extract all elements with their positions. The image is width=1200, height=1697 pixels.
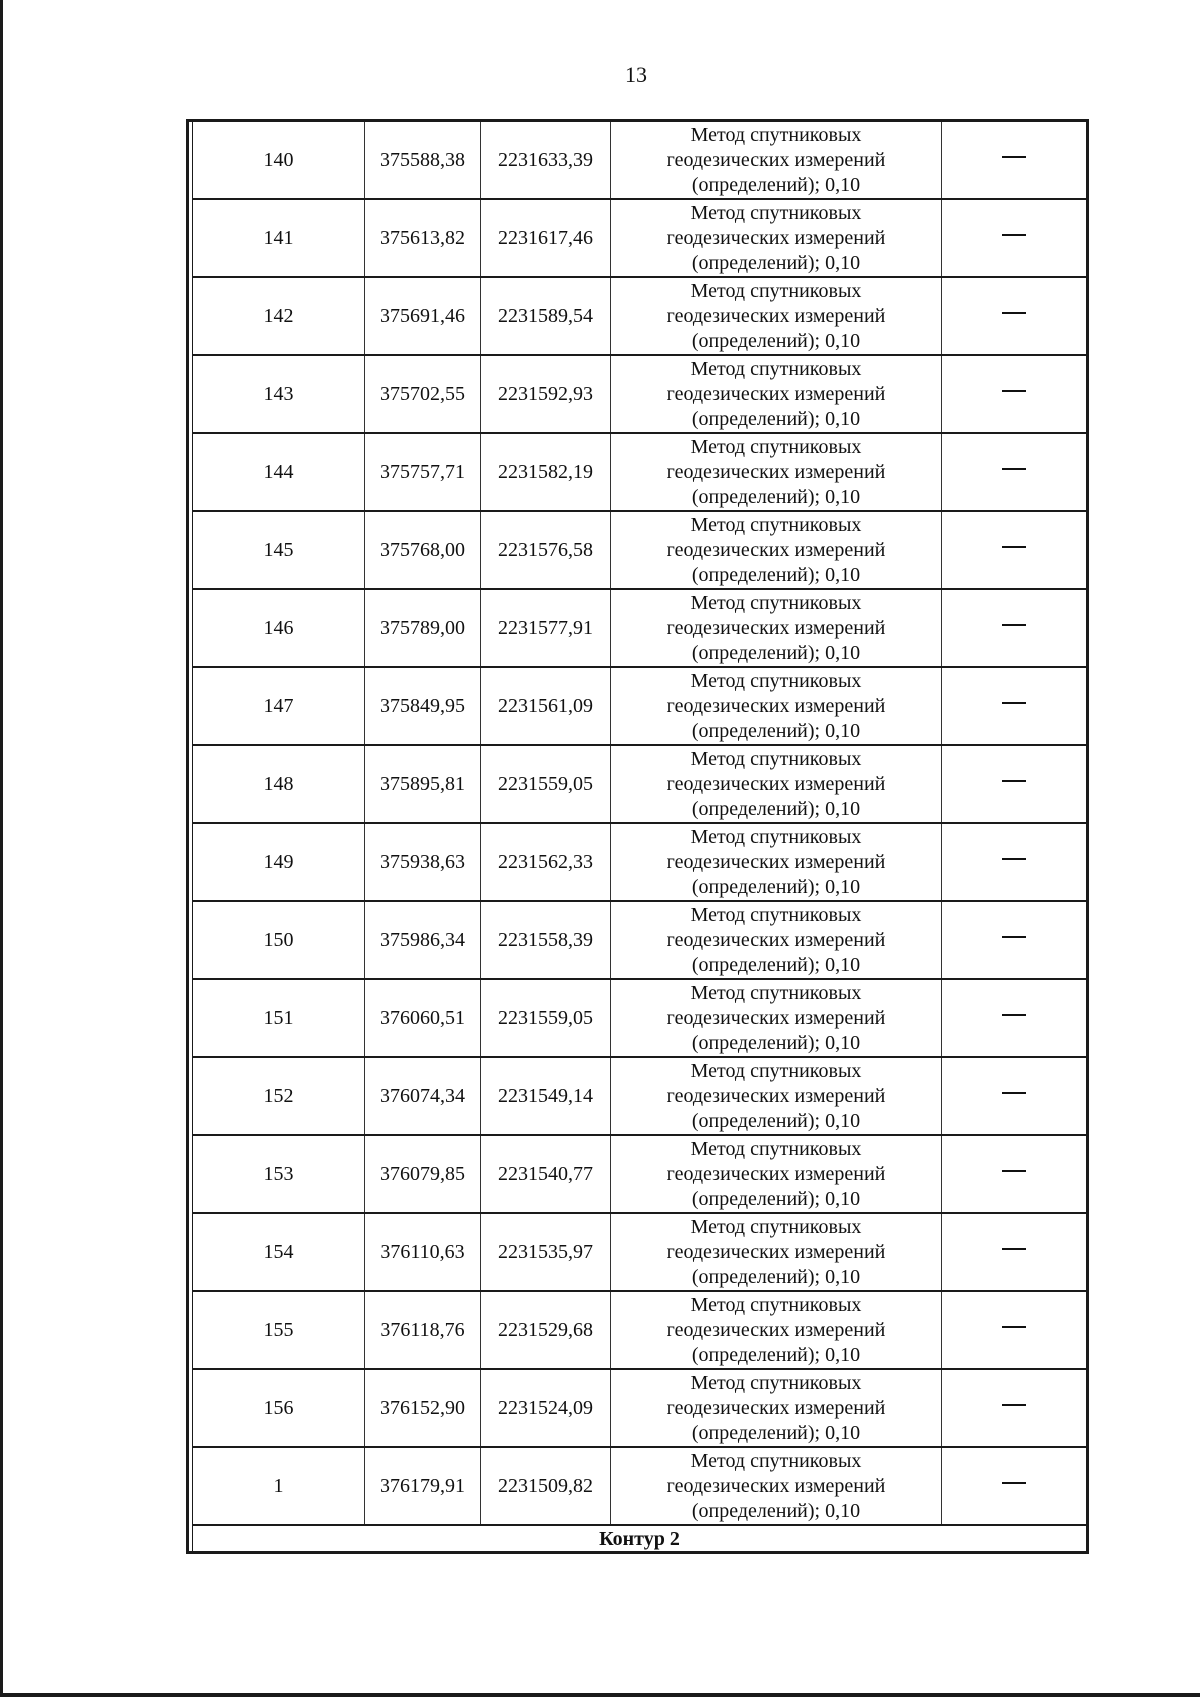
method-cell — [611, 355, 942, 433]
table-row — [193, 433, 1087, 511]
method-line: Метод спутниковых — [690, 825, 862, 848]
y-coordinate-cell: 2231562,33 — [481, 823, 611, 901]
note-cell — [942, 1369, 1087, 1447]
method-line: геодезических измерений — [666, 538, 886, 561]
point-number-cell: 143 — [193, 355, 365, 433]
method-line: Метод спутниковых — [690, 435, 862, 458]
dash-mark — [1002, 156, 1026, 158]
x-coordinate-cell: 375768,00 — [365, 511, 481, 589]
table-row — [193, 745, 1087, 823]
method-line: геодезических измерений — [666, 616, 886, 639]
x-coordinate-cell: 376060,51 — [365, 979, 481, 1057]
y-coordinate-cell: 2231509,82 — [481, 1447, 611, 1525]
table-row — [193, 979, 1087, 1057]
y-coordinate-cell: 2231524,09 — [481, 1369, 611, 1447]
dash-mark — [1002, 1404, 1026, 1406]
method-cell — [611, 1057, 942, 1135]
point-number-cell: 156 — [193, 1369, 365, 1447]
y-coordinate-cell: 2231592,93 — [481, 355, 611, 433]
method-cell — [611, 823, 942, 901]
method-line: геодезических измерений — [666, 304, 886, 327]
table-row — [193, 199, 1087, 277]
scan-edge-bottom — [0, 1693, 1200, 1697]
point-number-cell: 145 — [193, 511, 365, 589]
x-coordinate-cell: 376152,90 — [365, 1369, 481, 1447]
x-coordinate-cell: 375613,82 — [365, 199, 481, 277]
table-row — [193, 1057, 1087, 1135]
point-number-cell: 149 — [193, 823, 365, 901]
method-cell — [611, 1135, 942, 1213]
y-coordinate-cell: 2231576,58 — [481, 511, 611, 589]
point-number-cell: 144 — [193, 433, 365, 511]
point-number-cell: 141 — [193, 199, 365, 277]
x-coordinate-cell: 375986,34 — [365, 901, 481, 979]
note-cell — [942, 1447, 1087, 1525]
method-line: (определений); 0,10 — [691, 407, 861, 430]
table-row — [193, 1447, 1087, 1525]
point-number-cell: 148 — [193, 745, 365, 823]
scan-edge-left — [0, 0, 3, 1697]
dash-mark — [1002, 936, 1026, 938]
method-line: геодезических измерений — [666, 928, 886, 951]
note-cell — [942, 433, 1087, 511]
method-line: Метод спутниковых — [690, 201, 862, 224]
method-line: Метод спутниковых — [690, 669, 862, 692]
note-cell — [942, 1057, 1087, 1135]
method-line: (определений); 0,10 — [691, 563, 861, 586]
method-line: геодезических измерений — [666, 1318, 886, 1341]
method-cell — [611, 901, 942, 979]
x-coordinate-cell: 376079,85 — [365, 1135, 481, 1213]
point-number-cell: 140 — [193, 122, 365, 199]
y-coordinate-cell: 2231559,05 — [481, 979, 611, 1057]
method-line: Метод спутниковых — [690, 591, 862, 614]
x-coordinate-cell: 375938,63 — [365, 823, 481, 901]
method-cell — [611, 1369, 942, 1447]
method-line: (определений); 0,10 — [691, 1499, 861, 1522]
method-line: Метод спутниковых — [690, 357, 862, 380]
note-cell — [942, 1135, 1087, 1213]
note-cell — [942, 667, 1087, 745]
method-line: Метод спутниковых — [690, 747, 862, 770]
method-line: (определений); 0,10 — [691, 1109, 861, 1132]
method-line: (определений); 0,10 — [691, 719, 861, 742]
coordinates-table-frame — [186, 119, 1089, 1554]
method-line: Метод спутниковых — [690, 903, 862, 926]
y-coordinate-cell: 2231582,19 — [481, 433, 611, 511]
point-number-cell: 150 — [193, 901, 365, 979]
method-line: Метод спутниковых — [690, 279, 862, 302]
contour-row — [193, 1525, 1087, 1551]
coordinates-table-body — [193, 122, 1087, 1551]
y-coordinate-cell: 2231559,05 — [481, 745, 611, 823]
contour-label: Контур 2 — [599, 1527, 680, 1550]
method-line: (определений); 0,10 — [691, 329, 861, 352]
method-line: Метод спутниковых — [690, 1371, 862, 1394]
method-line: (определений); 0,10 — [691, 1031, 861, 1054]
note-cell — [942, 355, 1087, 433]
method-cell — [611, 199, 942, 277]
note-cell — [942, 1213, 1087, 1291]
point-number-cell: 151 — [193, 979, 365, 1057]
coordinates-table — [192, 122, 1086, 1551]
point-number-cell: 142 — [193, 277, 365, 355]
method-line: Метод спутниковых — [690, 981, 862, 1004]
x-coordinate-cell: 375849,95 — [365, 667, 481, 745]
method-line: Метод спутниковых — [690, 513, 862, 536]
dash-mark — [1002, 1170, 1026, 1172]
method-line: геодезических измерений — [666, 1474, 886, 1497]
point-number-cell: 154 — [193, 1213, 365, 1291]
point-number-cell: 153 — [193, 1135, 365, 1213]
note-cell — [942, 901, 1087, 979]
method-line: (определений); 0,10 — [691, 173, 861, 196]
method-cell — [611, 433, 942, 511]
dash-mark — [1002, 1248, 1026, 1250]
method-line: (определений); 0,10 — [691, 1421, 861, 1444]
method-cell — [611, 667, 942, 745]
dash-mark — [1002, 468, 1026, 470]
method-line: (определений); 0,10 — [691, 797, 861, 820]
method-line: (определений); 0,10 — [691, 1187, 861, 1210]
point-number-cell: 146 — [193, 589, 365, 667]
method-cell — [611, 122, 942, 199]
method-line: (определений); 0,10 — [691, 953, 861, 976]
x-coordinate-cell: 376074,34 — [365, 1057, 481, 1135]
y-coordinate-cell: 2231535,97 — [481, 1213, 611, 1291]
dash-mark — [1002, 1482, 1026, 1484]
dash-mark — [1002, 1014, 1026, 1016]
dash-mark — [1002, 390, 1026, 392]
method-cell — [611, 511, 942, 589]
method-line: геодезических измерений — [666, 1006, 886, 1029]
note-cell — [942, 1291, 1087, 1369]
y-coordinate-cell: 2231529,68 — [481, 1291, 611, 1369]
method-line: геодезических измерений — [666, 1084, 886, 1107]
method-line: геодезических измерений — [666, 694, 886, 717]
method-cell — [611, 745, 942, 823]
y-coordinate-cell: 2231633,39 — [481, 122, 611, 199]
method-line: Метод спутниковых — [690, 1293, 862, 1316]
table-row — [193, 1369, 1087, 1447]
method-cell — [611, 1291, 942, 1369]
x-coordinate-cell: 375691,46 — [365, 277, 481, 355]
y-coordinate-cell: 2231617,46 — [481, 199, 611, 277]
note-cell — [942, 277, 1087, 355]
x-coordinate-cell: 375895,81 — [365, 745, 481, 823]
x-coordinate-cell: 375757,71 — [365, 433, 481, 511]
table-row — [193, 122, 1087, 199]
method-line: Метод спутниковых — [690, 1449, 862, 1472]
y-coordinate-cell: 2231540,77 — [481, 1135, 611, 1213]
note-cell — [942, 589, 1087, 667]
table-row — [193, 901, 1087, 979]
table-row — [193, 589, 1087, 667]
method-line: геодезических измерений — [666, 1240, 886, 1263]
method-line: геодезических измерений — [666, 148, 886, 171]
table-row — [193, 1291, 1087, 1369]
dash-mark — [1002, 858, 1026, 860]
y-coordinate-cell: 2231561,09 — [481, 667, 611, 745]
method-line: геодезических измерений — [666, 226, 886, 249]
y-coordinate-cell: 2231577,91 — [481, 589, 611, 667]
point-number-cell: 147 — [193, 667, 365, 745]
table-row — [193, 667, 1087, 745]
method-line: геодезических измерений — [666, 382, 886, 405]
point-number-cell: 1 — [193, 1447, 365, 1525]
x-coordinate-cell: 375588,38 — [365, 122, 481, 199]
method-cell — [611, 1213, 942, 1291]
dash-mark — [1002, 546, 1026, 548]
method-cell — [611, 1447, 942, 1525]
x-coordinate-cell: 376118,76 — [365, 1291, 481, 1369]
table-row — [193, 823, 1087, 901]
method-line: Метод спутниковых — [690, 1215, 862, 1238]
method-line: (определений); 0,10 — [691, 485, 861, 508]
method-line: Метод спутниковых — [690, 1059, 862, 1082]
method-line: (определений); 0,10 — [691, 875, 861, 898]
point-number-cell: 155 — [193, 1291, 365, 1369]
note-cell — [942, 823, 1087, 901]
method-line: (определений); 0,10 — [691, 641, 861, 664]
method-line: (определений); 0,10 — [691, 1343, 861, 1366]
method-line: геодезических измерений — [666, 1162, 886, 1185]
method-cell — [611, 277, 942, 355]
table-row — [193, 511, 1087, 589]
y-coordinate-cell: 2231558,39 — [481, 901, 611, 979]
note-cell — [942, 511, 1087, 589]
table-row — [193, 355, 1087, 433]
dash-mark — [1002, 624, 1026, 626]
page-number: 13 — [625, 62, 647, 87]
dash-mark — [1002, 702, 1026, 704]
note-cell — [942, 979, 1087, 1057]
note-cell — [942, 199, 1087, 277]
x-coordinate-cell: 375702,55 — [365, 355, 481, 433]
table-row — [193, 277, 1087, 355]
dash-mark — [1002, 1326, 1026, 1328]
method-line: геодезических измерений — [666, 772, 886, 795]
dash-mark — [1002, 1092, 1026, 1094]
y-coordinate-cell: 2231589,54 — [481, 277, 611, 355]
table-row — [193, 1135, 1087, 1213]
point-number-cell: 152 — [193, 1057, 365, 1135]
method-line: (определений); 0,10 — [691, 251, 861, 274]
note-cell — [942, 122, 1087, 199]
y-coordinate-cell: 2231549,14 — [481, 1057, 611, 1135]
method-cell — [611, 979, 942, 1057]
x-coordinate-cell: 375789,00 — [365, 589, 481, 667]
dash-mark — [1002, 234, 1026, 236]
dash-mark — [1002, 312, 1026, 314]
method-line: Метод спутниковых — [690, 1137, 862, 1160]
method-line: геодезических измерений — [666, 1396, 886, 1419]
x-coordinate-cell: 376179,91 — [365, 1447, 481, 1525]
x-coordinate-cell: 376110,63 — [365, 1213, 481, 1291]
method-line: (определений); 0,10 — [691, 1265, 861, 1288]
note-cell — [942, 745, 1087, 823]
table-row — [193, 1213, 1087, 1291]
method-line: геодезических измерений — [666, 460, 886, 483]
method-line: Метод спутниковых — [690, 123, 862, 146]
dash-mark — [1002, 780, 1026, 782]
method-line: геодезических измерений — [666, 850, 886, 873]
method-cell — [611, 589, 942, 667]
